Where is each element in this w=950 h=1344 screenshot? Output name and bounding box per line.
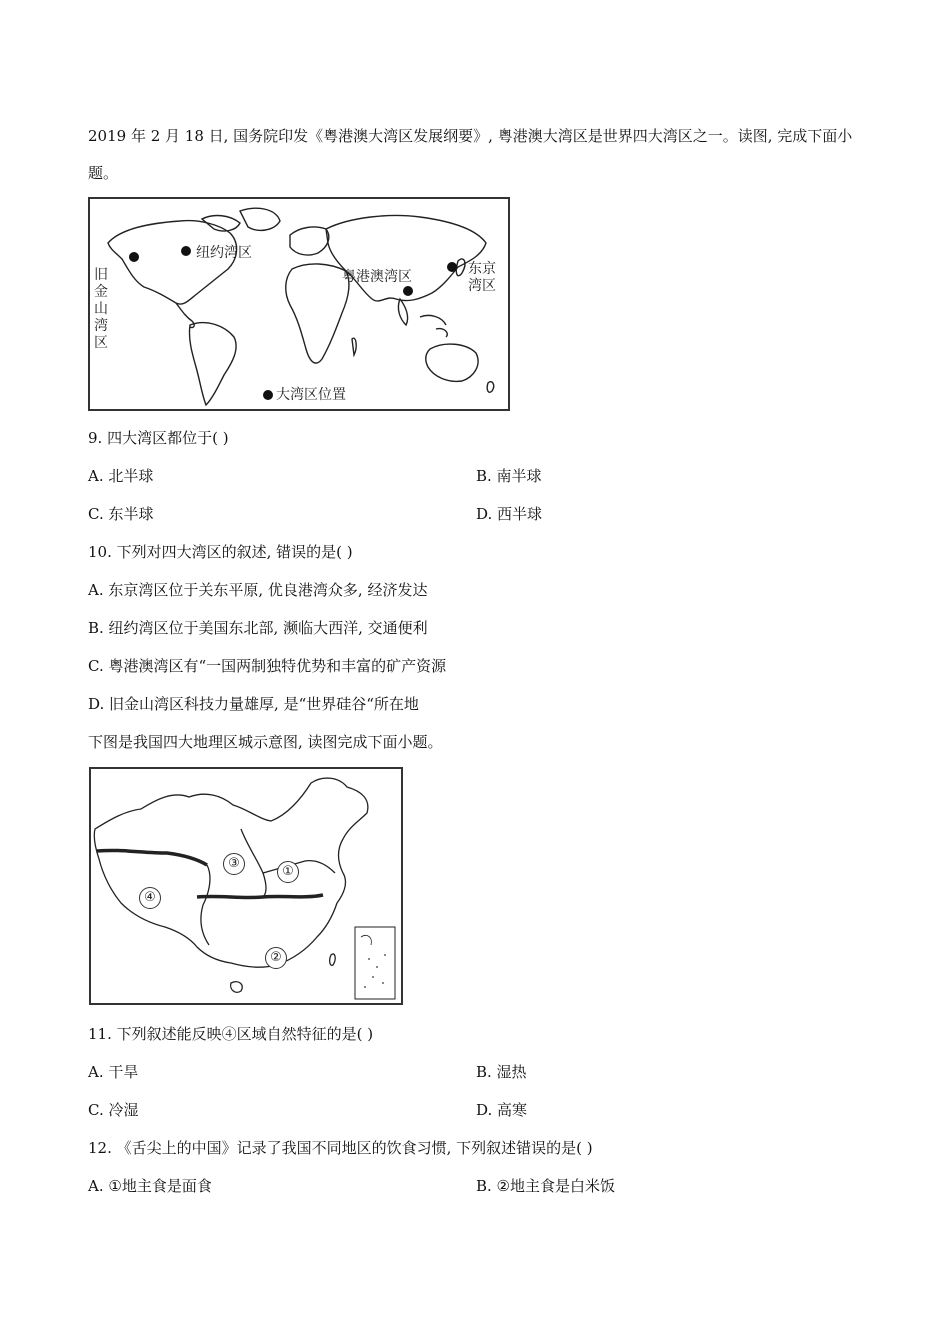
- legend-label: 大湾区位置: [276, 387, 346, 403]
- tokyo-bay-dot: [447, 262, 457, 272]
- world-map-figure: [88, 197, 510, 411]
- passage-intro-2: 下图是我国四大地理区城示意图, 读图完成下面小题。: [88, 733, 443, 751]
- label-ny-bay: 纽约湾区: [196, 245, 252, 261]
- ny-bay-dot: [181, 246, 191, 256]
- label-gba-bay: 粤港澳湾区: [342, 269, 412, 285]
- q11-option-a: A. 干旱: [88, 1063, 139, 1081]
- q9-option-b: B. 南半球: [476, 467, 542, 485]
- sf-bay-dot: [129, 252, 139, 262]
- region-marker-2: ②: [265, 947, 287, 969]
- q9-option-c: C. 东半球: [88, 505, 154, 523]
- china-regions-map: [89, 767, 403, 1005]
- label-tokyo-bay: 东京湾区: [468, 261, 496, 294]
- passage-intro: 2019 年 2 月 18 日, 国务院印发《粤港澳大湾区发展纲要》, 粤港澳大湾区是世界四大湾区之一。读图, 完成下面小题。: [88, 127, 853, 182]
- q12-option-a: A. ①地主食是面食: [88, 1177, 212, 1195]
- q11-option-c: C. 冷湿: [88, 1101, 139, 1119]
- question-9-stem: 9. 四大湾区都位于( ): [88, 429, 229, 447]
- q11-option-b: B. 湿热: [476, 1063, 527, 1081]
- q11-option-d: D. 高寒: [476, 1101, 528, 1119]
- region-marker-3: ③: [223, 853, 245, 875]
- label-sf-bay: 旧金山湾区: [94, 267, 108, 351]
- world-map-drawing: [90, 199, 508, 409]
- q9-option-a: A. 北半球: [88, 467, 154, 485]
- gba-bay-dot: [403, 286, 413, 296]
- question-10-stem: 10. 下列对四大湾区的叙述, 错误的是( ): [88, 543, 353, 561]
- q12-option-b: B. ②地主食是白米饭: [476, 1177, 616, 1195]
- region-marker-4: ④: [139, 887, 161, 909]
- question-12-stem: 12. 《舌尖上的中国》记录了我国不同地区的饮食习惯, 下列叙述错误的是( ): [88, 1139, 593, 1157]
- q10-option-c: C. 粤港澳湾区有“一国两制独特优势和丰富的矿产资源: [88, 657, 447, 675]
- china-map-drawing: [91, 769, 401, 1003]
- region-marker-1: ①: [277, 861, 299, 883]
- legend-dot: [263, 390, 273, 400]
- q10-option-a: A. 东京湾区位于关东平原, 优良港湾众多, 经济发达: [88, 581, 428, 599]
- q10-option-d: D. 旧金山湾区科技力量雄厚, 是“世界硅谷“所在地: [88, 695, 419, 713]
- q9-option-d: D. 西半球: [476, 505, 543, 523]
- question-11-stem: 11. 下列叙述能反映④区域自然特征的是( ): [88, 1025, 374, 1043]
- q10-option-b: B. 纽约湾区位于美国东北部, 濒临大西洋, 交通便利: [88, 619, 428, 637]
